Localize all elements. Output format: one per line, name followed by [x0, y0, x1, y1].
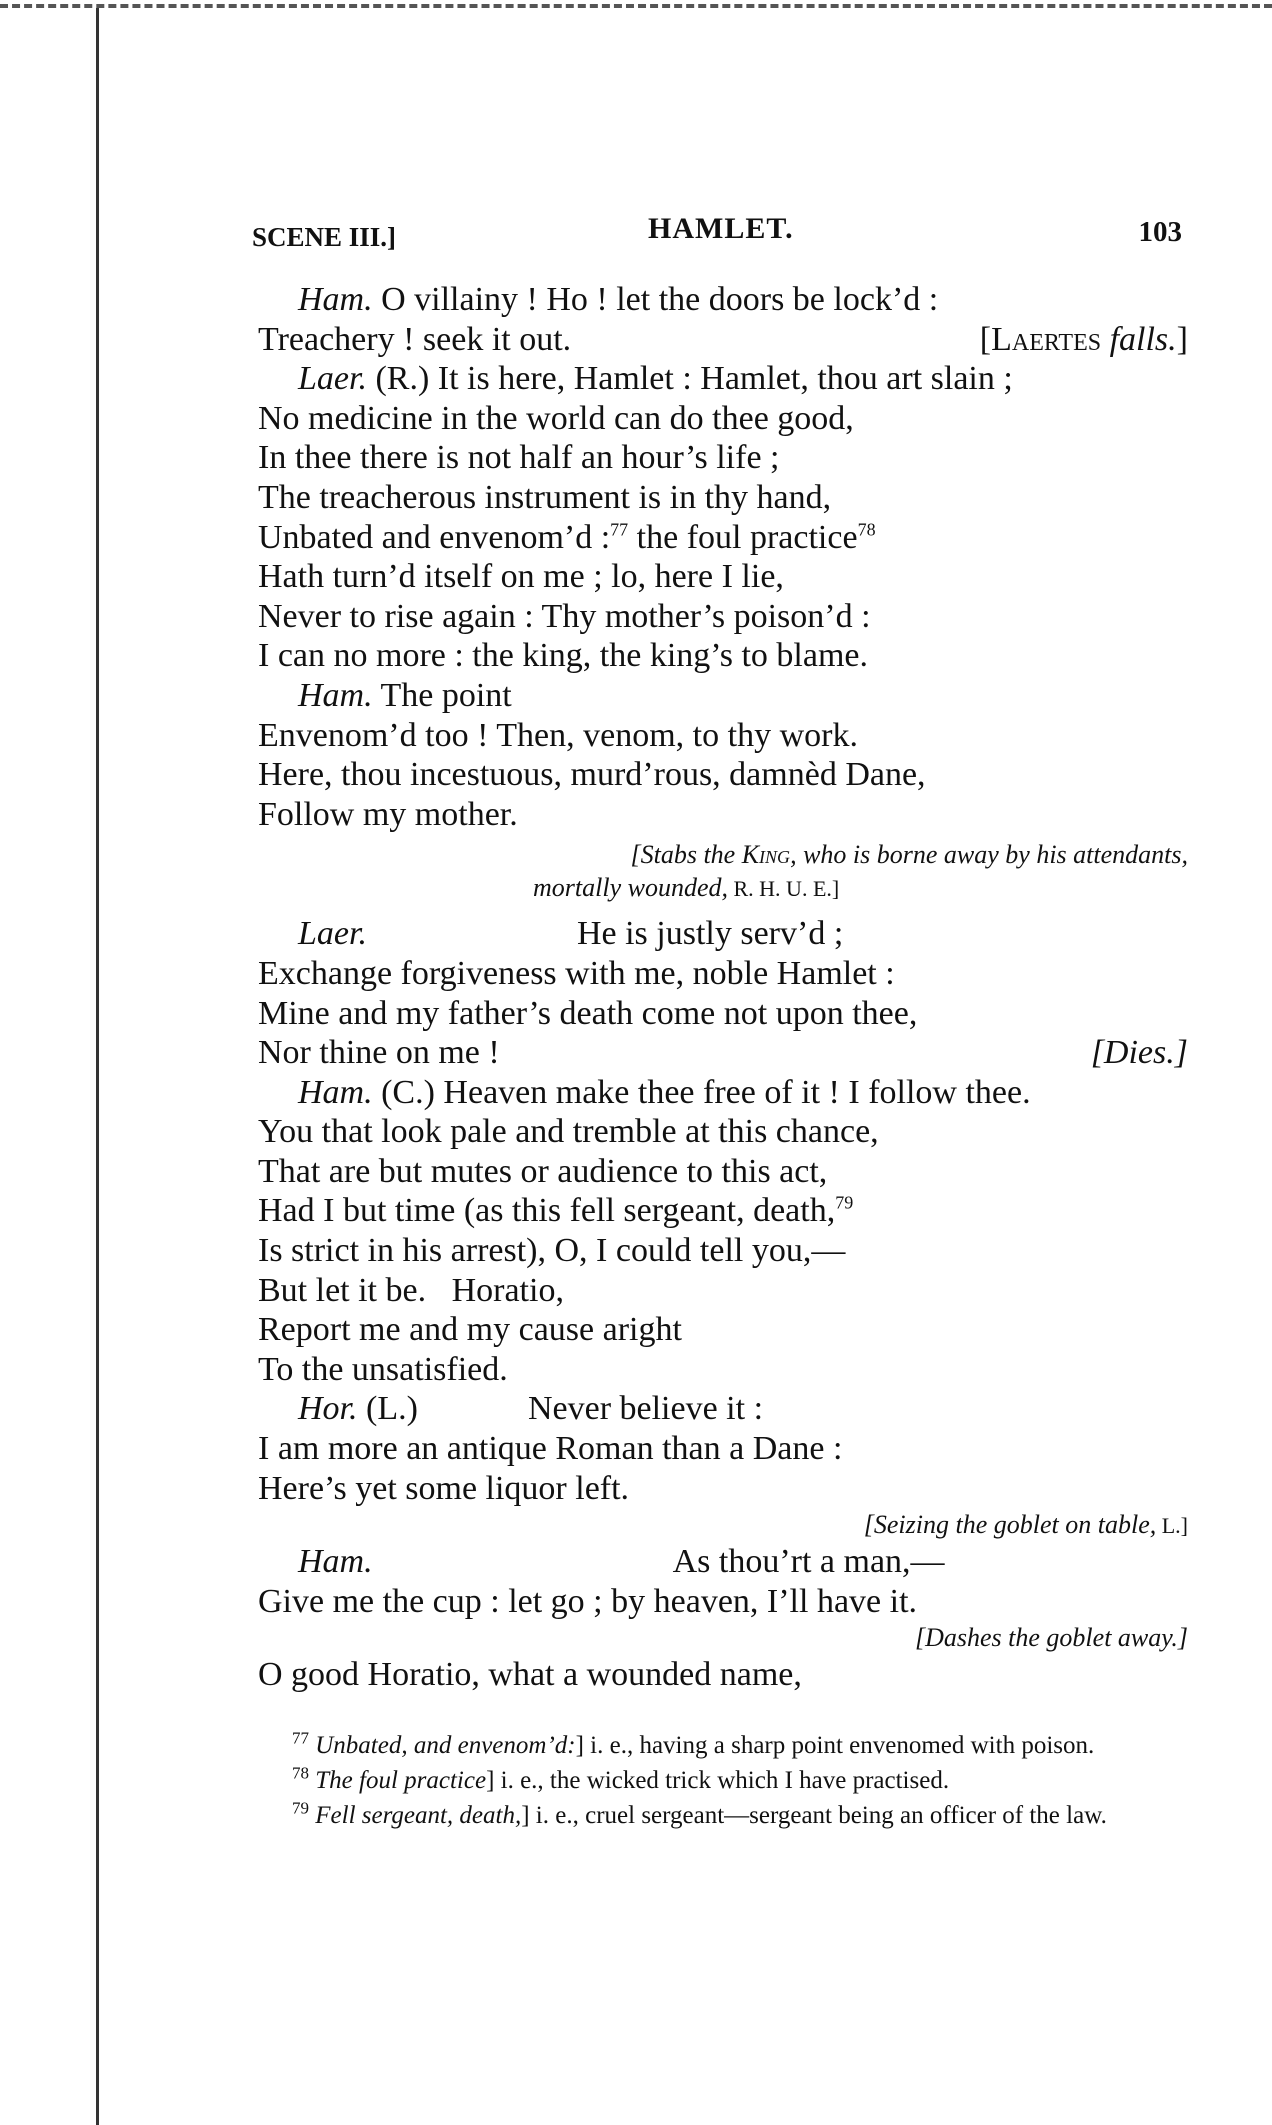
verse-line: I can no more : the king, the king’s to blame.: [258, 637, 868, 675]
verse-line: Is strict in his arrest), O, I could tell you,—: [258, 1232, 846, 1270]
scene-label: SCENE III.]: [252, 222, 397, 252]
verse-line: Envenom’d too ! Then, venom, to thy work.: [258, 716, 858, 754]
verse-line: Nor thine on me ! [Dies.]: [258, 1034, 1188, 1072]
verse-line: Ham. As thou’rt a man,—: [298, 1543, 945, 1581]
verse-line: Mine and my father’s death come not upon thee,: [258, 994, 918, 1032]
verse-line: Ham. (C.) Heaven make thee free of it ! I follow thee.: [298, 1073, 1031, 1111]
verse-line: Follow my mother.: [258, 795, 518, 833]
verse-line: Unbated and envenom’d :$^{77}$ the foul practice$^{78}$: [258, 518, 876, 556]
footnote: $^{78}$ The foul practice] i. e., the wicked trick which I have practised.: [292, 1763, 950, 1794]
verse-line: The treacherous instrument is in thy hand,: [258, 478, 832, 516]
verse-line: Hath turn’d itself on me ; lo, here I lie,: [258, 558, 784, 596]
stage-direction: [Dies.]: [1090, 1034, 1188, 1072]
verse-line: Laer. (R.) It is here, Hamlet : Hamlet, thou art slain ;: [298, 360, 1013, 398]
verse-line: Here, thou incestuous, murd’rous, damnèd Dane,: [258, 756, 926, 794]
verse-line: To the unsatisfied.: [258, 1350, 508, 1388]
page-number: 103: [1138, 216, 1182, 248]
stage-direction: mortally wounded, R. H. U. E.]: [533, 873, 840, 903]
verse-line: Report me and my cause aright: [258, 1311, 682, 1349]
running-header: [252, 206, 1182, 256]
verse-body: [258, 280, 1188, 1695]
verse-line: But let it be. Horatio,: [258, 1271, 564, 1309]
verse-line: O good Horatio, what a wounded name,: [258, 1656, 802, 1694]
speaker-name: Ham.: [298, 676, 373, 714]
stage-direction: [Stabs the King, who is borne away by his attendants,: [630, 840, 1188, 870]
speaker-name: Hor.: [298, 1390, 358, 1428]
verse-line: Give me the cup : let go ; by heaven, I’ll have it.: [258, 1582, 918, 1620]
binding-gutter: [96, 8, 99, 2125]
verse-line: Had I but time (as this fell sergeant, death,$^{79}$: [258, 1192, 854, 1230]
verse-line: I am more an antique Roman than a Dane :: [258, 1430, 843, 1468]
page-top-edge: [0, 4, 1272, 8]
verse-line: No medicine in the world can do thee good,: [258, 399, 854, 437]
speaker-name: Laer.: [298, 360, 367, 398]
footnote: $^{77}$ Unbated, and envenom’d:] i. e., having a sharp point envenomed with poison.: [292, 1728, 1095, 1759]
verse-line: You that look pale and tremble at this chance,: [258, 1113, 879, 1151]
footnote: $^{79}$ Fell sergeant, death,] i. e., cruel sergeant—sergeant being an officer of the law.: [292, 1798, 1107, 1829]
verse-line: Here’s yet some liquor left.: [258, 1469, 630, 1507]
verse-line: Laer. He is justly serv’d ;: [298, 915, 844, 953]
stage-direction: [Laertes falls.]: [979, 320, 1188, 358]
verse-line: Ham. O villainy ! Ho ! let the doors be lock’d :: [298, 281, 939, 318]
verse-line: Treachery ! seek it out. [Laertes falls.]: [258, 320, 1188, 358]
speaker-name: Ham.: [298, 1543, 373, 1581]
footnote-ref: 79: [835, 1193, 854, 1214]
running-title: HAMLET.: [648, 212, 794, 245]
stage-direction: [Dashes the goblet away.]: [915, 1623, 1188, 1653]
footnote-ref: 77: [610, 519, 629, 540]
verse-line: In thee there is not half an hour’s life ;: [258, 439, 780, 477]
stage-direction: [Seizing the goblet on table, L.]: [863, 1510, 1188, 1540]
speaker-name: Laer.: [298, 915, 367, 953]
verse-line: Exchange forgiveness with me, noble Hamlet :: [258, 954, 895, 992]
speaker-name: Ham.: [298, 1073, 373, 1111]
footnote-ref: 78: [857, 519, 876, 540]
verse-line: Hor. (L.) Never believe it :: [298, 1390, 764, 1428]
footnotes: [258, 1728, 1188, 1829]
verse-line: Never to rise again : Thy mother’s poison’d :: [258, 597, 871, 635]
verse-line: That are but mutes or audience to this act,: [258, 1152, 828, 1190]
verse-line: Ham. The point: [298, 676, 512, 714]
speaker-name: Ham.: [298, 281, 373, 318]
